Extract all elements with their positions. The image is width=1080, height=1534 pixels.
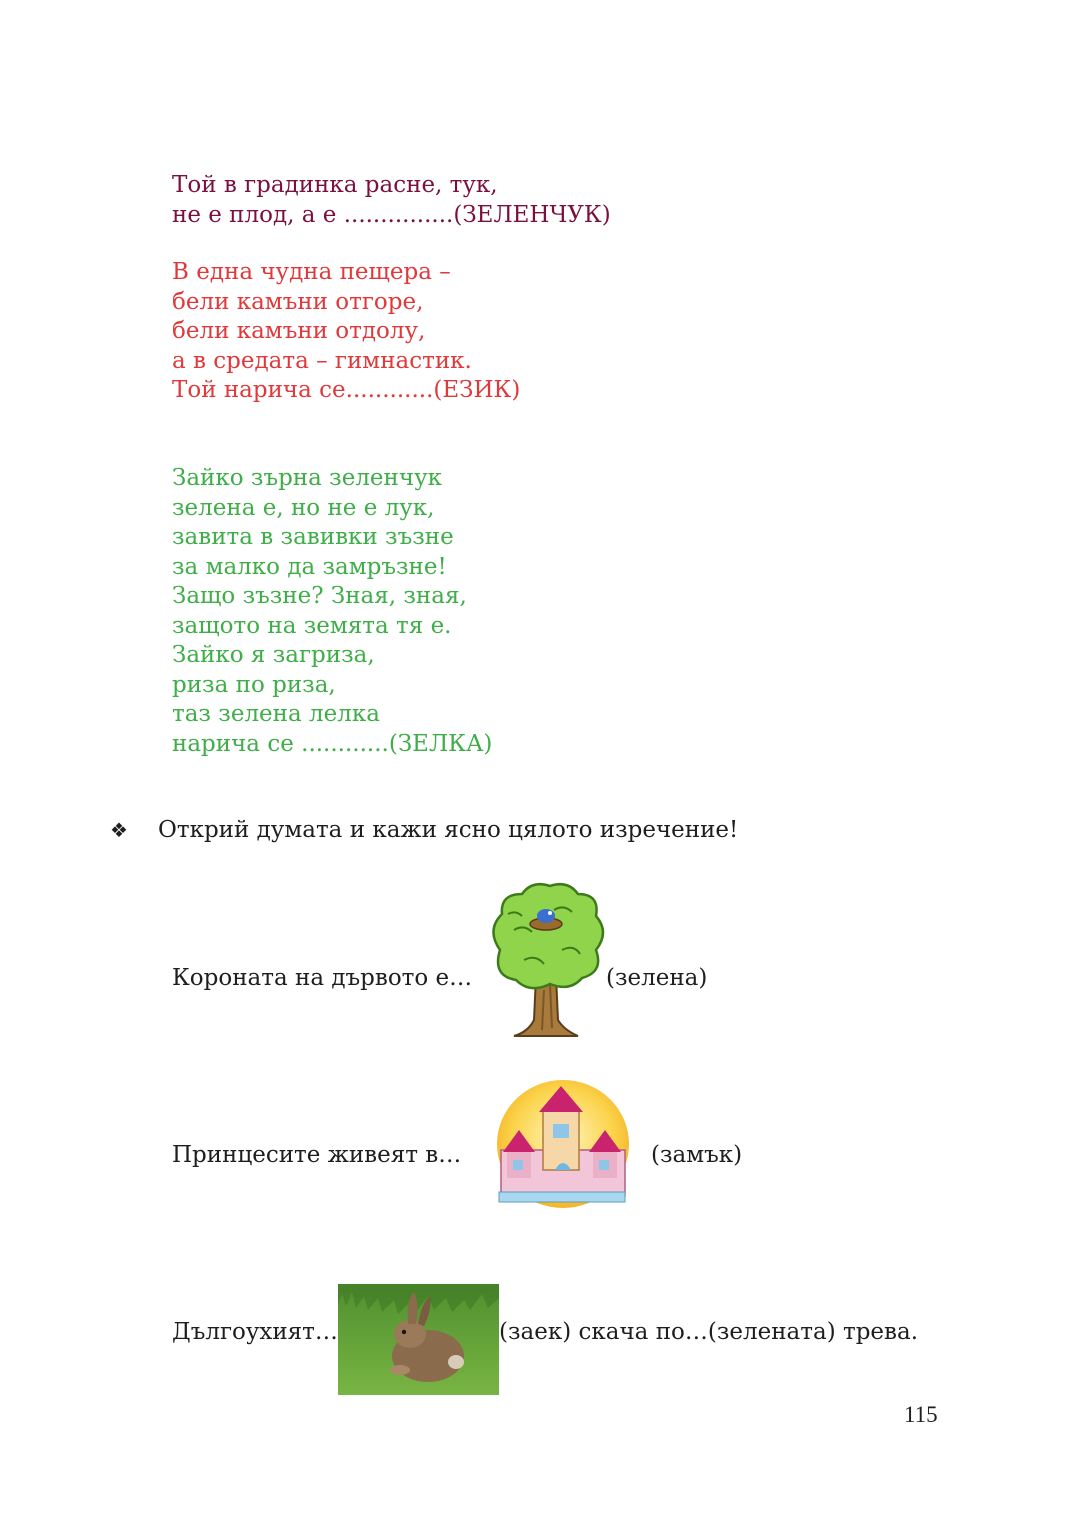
- sentence-before-1: Короната на дървото е…: [172, 965, 473, 991]
- poem-line: а в средата – гимнастик.: [172, 347, 472, 374]
- poem-line: нарича се ............(ЗЕЛКА): [172, 730, 493, 757]
- sentence-before-2: Принцесите живеят в…: [172, 1142, 462, 1168]
- poem-line: риза по риза,: [172, 671, 336, 698]
- tree-illustration: [484, 880, 608, 1040]
- castle-illustration: [493, 1080, 631, 1212]
- rabbit-photo: [338, 1284, 499, 1395]
- poem-line: завита в завивки зъзне: [172, 524, 454, 550]
- poem-line: за малко да замръзне!: [172, 553, 447, 580]
- riddle-tongue: [172, 258, 520, 406]
- sentence-after-1: (зелена): [606, 965, 708, 991]
- task-instruction: [110, 817, 738, 843]
- poem-line: Той нарича се............(ЕЗИК): [172, 377, 521, 403]
- poem-line: Зайко я загриза,: [172, 642, 375, 668]
- poem-line: В една чудна пещера –: [172, 259, 451, 285]
- poem-line: таз зелена лелка: [172, 701, 380, 727]
- sentence-after-2: (замък): [651, 1142, 743, 1168]
- sentence-after-3: (заек) скача по…(зелената) трева.: [499, 1319, 919, 1345]
- poem-line: защото на земята тя е.: [172, 612, 452, 639]
- sentence-before-3: Дългоухият…: [172, 1319, 338, 1345]
- poem-line: не е плод, а е ...............(ЗЕЛЕНЧУК): [172, 201, 611, 228]
- diamond-bullet-icon: ❖: [110, 818, 128, 842]
- poem-line: зелена е, но не е лук,: [172, 494, 435, 521]
- poem-line: бели камъни отдолу,: [172, 318, 426, 344]
- poem-line: бели камъни отгоре,: [172, 288, 424, 315]
- page-number: 115: [904, 1402, 938, 1427]
- task-text: Открий думата и кажи ясно цялото изречение!: [158, 817, 739, 843]
- poem-line: Зайко зърна зеленчук: [172, 465, 442, 491]
- poem-line: Той в градинка расне, тук,: [172, 172, 498, 198]
- poem-line: Защо зъзне? Зная, зная,: [172, 583, 467, 609]
- riddle-cabbage: [172, 464, 492, 759]
- riddle-vegetable: [172, 171, 611, 230]
